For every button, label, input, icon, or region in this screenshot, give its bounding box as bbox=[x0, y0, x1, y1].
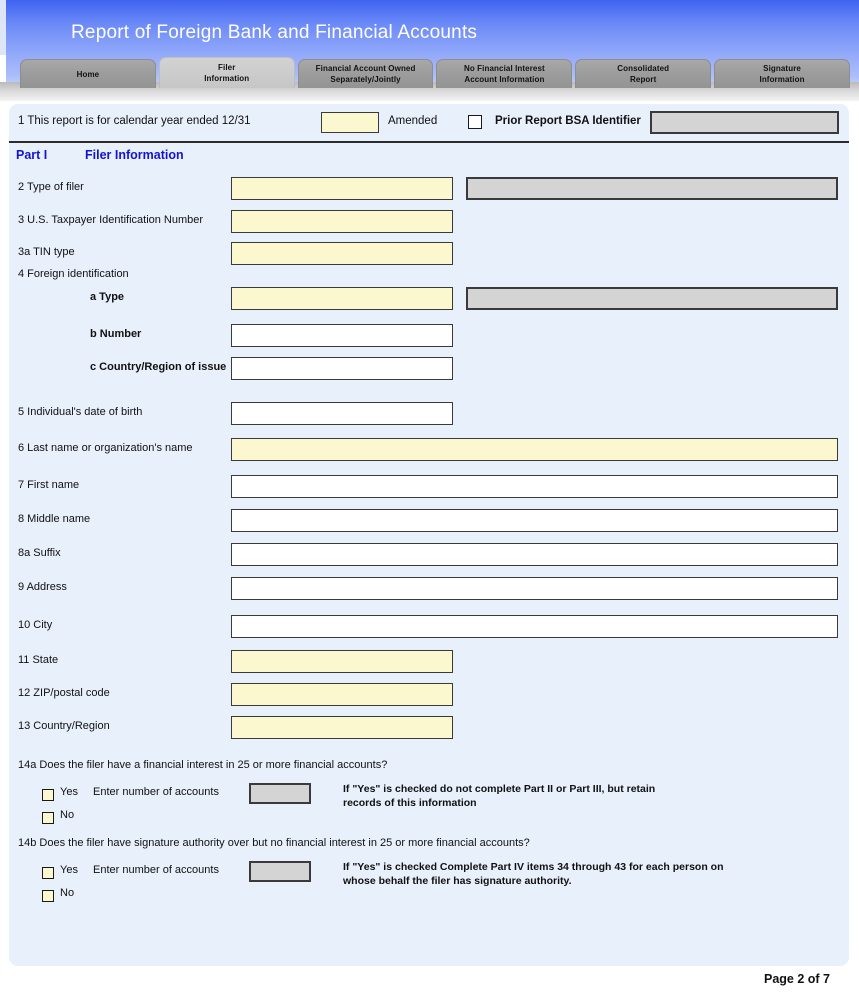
foreign-number-input[interactable] bbox=[231, 324, 453, 347]
question-14b-yes-label: Yes bbox=[60, 864, 78, 876]
row-address bbox=[9, 577, 849, 600]
foreign-country-select[interactable] bbox=[231, 357, 453, 380]
question-14a-no-checkbox[interactable] bbox=[42, 812, 54, 824]
tab-financial-account-owned[interactable] bbox=[298, 59, 434, 88]
prior-report-bsa-identifier-input bbox=[650, 111, 839, 134]
part-title: Filer Information bbox=[85, 148, 184, 162]
country-label: 13 Country/Region bbox=[18, 720, 110, 732]
first-name-input[interactable] bbox=[231, 475, 838, 498]
question-14b-text: 14b Does the filer have signature authority over but no financial interest in 25 or more financial accounts? bbox=[18, 837, 530, 849]
tab-signature-information[interactable] bbox=[714, 59, 850, 88]
tab-financial-account-owned-label bbox=[316, 63, 416, 85]
question-14b-enter-label: Enter number of accounts bbox=[93, 864, 219, 876]
amended-label: Amended bbox=[388, 115, 438, 127]
tab-filer-information-line1: Filer bbox=[218, 63, 236, 72]
question-14b-note bbox=[343, 860, 823, 888]
question-14b-note-line2: whose behalf the filer has signature authority. bbox=[343, 875, 572, 887]
address-input[interactable] bbox=[231, 577, 838, 600]
foreign-country-label: c Country/Region of issue bbox=[90, 361, 227, 373]
form-panel bbox=[9, 104, 849, 966]
taxpayer-id-input[interactable] bbox=[231, 210, 453, 233]
row-foreign-number bbox=[9, 324, 849, 347]
foreign-type-label: a Type bbox=[90, 291, 125, 303]
row-middle-name bbox=[9, 509, 849, 532]
tab-consolidated-report-line2: Report bbox=[630, 75, 657, 84]
row-state bbox=[9, 650, 849, 673]
tab-filer-information-line2: Information bbox=[204, 74, 250, 83]
suffix-input[interactable] bbox=[231, 543, 838, 566]
part-number: Part I bbox=[16, 148, 48, 162]
question-14a bbox=[9, 759, 849, 837]
question-14a-note-line2: records of this information bbox=[343, 797, 477, 809]
tin-type-label: 3a TIN type bbox=[18, 246, 75, 258]
row-foreign-type bbox=[9, 287, 849, 310]
calendar-year-row bbox=[9, 104, 849, 140]
state-label: 11 State bbox=[18, 654, 59, 666]
question-14b-no-label: No bbox=[60, 887, 75, 899]
question-14b bbox=[9, 837, 849, 915]
tab-home[interactable] bbox=[20, 59, 156, 88]
country-select[interactable] bbox=[231, 716, 453, 739]
type-of-filer-select[interactable] bbox=[231, 177, 453, 200]
last-name-label: 6 Last name or organization's name bbox=[18, 442, 193, 454]
date-of-birth-input[interactable] bbox=[231, 402, 453, 425]
row-city bbox=[9, 615, 849, 638]
tab-financial-account-owned-line1: Financial Account Owned bbox=[315, 64, 416, 73]
tab-no-financial-interest-label bbox=[464, 63, 545, 85]
city-input[interactable] bbox=[231, 615, 838, 638]
row-first-name bbox=[9, 475, 849, 498]
tab-home-label: Home bbox=[76, 69, 100, 79]
tab-filer-information[interactable] bbox=[159, 57, 295, 88]
question-14b-count-input bbox=[249, 861, 311, 882]
tab-filer-information-label bbox=[204, 62, 249, 84]
tab-signature-information-line2: Information bbox=[759, 75, 805, 84]
foreign-type-select[interactable] bbox=[231, 287, 453, 310]
tab-no-financial-interest-line2: Account Information bbox=[464, 75, 545, 84]
row-foreign-country bbox=[9, 357, 849, 380]
tab-consolidated-report-line1: Consolidated bbox=[617, 64, 670, 73]
question-14a-no-label: No bbox=[60, 809, 75, 821]
row-date-of-birth bbox=[9, 402, 849, 425]
state-select[interactable] bbox=[231, 650, 453, 673]
tab-signature-information-line1: Signature bbox=[763, 64, 801, 73]
calendar-year-input[interactable] bbox=[321, 112, 379, 133]
middle-name-input[interactable] bbox=[231, 509, 838, 532]
question-14a-yes-label: Yes bbox=[60, 786, 78, 798]
zip-input[interactable] bbox=[231, 683, 453, 706]
question-14a-yes-checkbox[interactable] bbox=[42, 789, 54, 801]
tab-no-financial-interest[interactable] bbox=[436, 59, 572, 88]
tab-financial-account-owned-line2: Separately/Jointly bbox=[330, 75, 401, 84]
question-14b-yes-checkbox[interactable] bbox=[42, 867, 54, 879]
tin-type-select[interactable] bbox=[231, 242, 453, 265]
row-country bbox=[9, 716, 849, 739]
foreign-type-readonly bbox=[466, 287, 838, 310]
row-foreign-identification bbox=[9, 268, 849, 284]
calendar-year-label: 1 This report is for calendar year ended 12/31 bbox=[18, 115, 251, 127]
amended-checkbox[interactable] bbox=[468, 115, 482, 129]
question-14a-text: 14a Does the filer have a financial interest in 25 or more financial accounts? bbox=[18, 759, 388, 771]
tab-consolidated-report-label bbox=[617, 63, 669, 85]
row-last-name bbox=[9, 438, 849, 461]
row-zip bbox=[9, 683, 849, 706]
zip-label: 12 ZIP/postal code bbox=[18, 687, 110, 699]
last-name-input[interactable] bbox=[231, 438, 838, 461]
prior-report-bsa-identifier-label: Prior Report BSA Identifier bbox=[495, 115, 641, 127]
tab-bar bbox=[20, 56, 850, 88]
question-14b-no-checkbox[interactable] bbox=[42, 890, 54, 902]
taxpayer-id-label: 3 U.S. Taxpayer Identification Number bbox=[18, 214, 204, 226]
page-title: Report of Foreign Bank and Financial Accounts bbox=[71, 22, 478, 43]
question-14b-note-line1: If "Yes" is checked Complete Part IV items 34 through 43 for each person on bbox=[343, 861, 724, 873]
row-taxpayer-id bbox=[9, 210, 849, 233]
question-14a-note-line1: If "Yes" is checked do not complete Part II or Part III, but retain bbox=[343, 783, 656, 795]
tab-no-financial-interest-line1: No Financial Interest bbox=[464, 64, 545, 73]
suffix-label: 8a Suffix bbox=[18, 547, 61, 559]
question-14a-enter-label: Enter number of accounts bbox=[93, 786, 219, 798]
part-heading bbox=[9, 148, 849, 168]
row-type-of-filer bbox=[9, 177, 849, 200]
tab-signature-information-label bbox=[760, 63, 805, 85]
first-name-label: 7 First name bbox=[18, 479, 80, 491]
middle-name-label: 8 Middle name bbox=[18, 513, 91, 525]
foreign-identification-label: 4 Foreign identification bbox=[18, 268, 129, 280]
section-divider bbox=[9, 141, 849, 143]
row-tin-type bbox=[9, 242, 849, 265]
address-label: 9 Address bbox=[18, 581, 67, 593]
type-of-filer-label: 2 Type of filer bbox=[18, 181, 84, 193]
foreign-number-label: b Number bbox=[90, 328, 142, 340]
city-label: 10 City bbox=[18, 619, 53, 631]
app-banner bbox=[6, 0, 859, 55]
type-of-filer-readonly bbox=[466, 177, 838, 200]
date-of-birth-label: 5 Individual's date of birth bbox=[18, 406, 143, 418]
page-number: Page 2 of 7 bbox=[764, 972, 830, 986]
question-14a-count-input bbox=[249, 783, 311, 804]
row-suffix bbox=[9, 543, 849, 566]
question-14a-note bbox=[343, 782, 823, 810]
tab-consolidated-report[interactable] bbox=[575, 59, 711, 88]
